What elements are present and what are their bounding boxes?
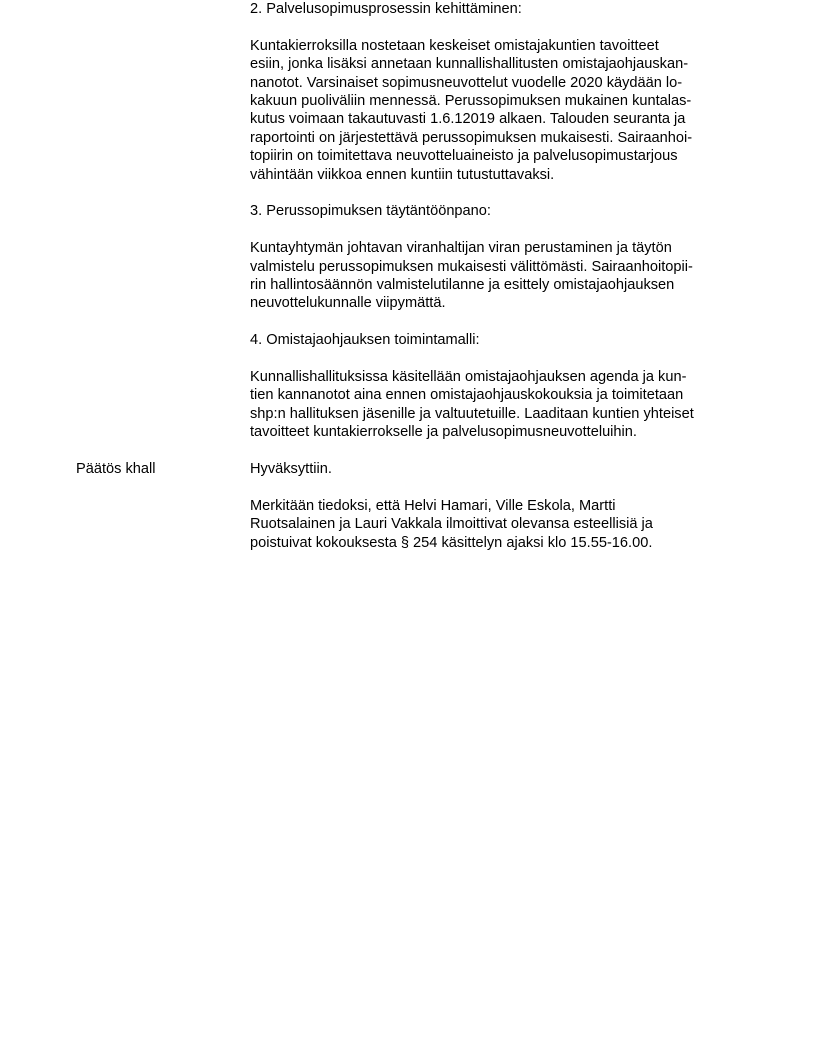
- section-heading-2: 2. Palvelusopimusprosessin kehittäminen:: [250, 1, 522, 17]
- text-line: Kuntakierroksilla nostetaan keskeiset omistajakuntien tavoitteet: [250, 37, 659, 54]
- text-line: valmistelu perussopimuksen mukaisesti välittömästi. Sairaanhoitopii-: [250, 258, 693, 275]
- text-line: Merkitään tiedoksi, että Helvi Hamari, Ville Eskola, Martti: [250, 497, 616, 514]
- text-line: Kunnallishallituksissa käsitellään omistajaohjauksen agenda ja kun-: [250, 369, 687, 386]
- text-line: Ruotsalainen ja Lauri Vakkala ilmoittivat olevansa esteellisiä ja: [250, 516, 653, 533]
- text-line: topiirin on toimitettava neuvotteluaineisto ja palvelusopimustarjous: [250, 148, 678, 165]
- text-line: kakuun puoliväliin mennessä. Perussopimuksen mukainen kuntalas-: [250, 93, 692, 110]
- section-paragraph-2: [250, 37, 750, 184]
- text-line: shp:n hallituksen jäsenille ja valtuutetuille. Laaditaan kuntien yhteiset: [250, 405, 694, 422]
- document-body: [250, 0, 750, 570]
- decision-label: Päätös khall: [76, 461, 156, 478]
- text-line: poistuivat kokouksesta § 254 käsittelyn ajaksi klo 15.55-16.00.: [250, 534, 653, 551]
- section-heading-4: 4. Omistajaohjauksen toimintamalli:: [250, 332, 480, 349]
- text-line: raportointi on järjestettävä perussopimuksen mukaisesti. Sairaanhoi-: [250, 129, 693, 146]
- decision-note: [250, 497, 750, 552]
- text-line: tien kannanotot aina ennen omistajaohjauskokouksia ja toimitetaan: [250, 387, 684, 404]
- text-line: esiin, jonka lisäksi annetaan kunnallishallitusten omistajaohjauskan-: [250, 56, 689, 73]
- decision-text: Hyväksyttiin.: [250, 461, 332, 478]
- text-line: neuvottelukunnalle viipymättä.: [250, 295, 446, 312]
- text-line: nanotot. Varsinaiset sopimusneuvottelut vuodelle 2020 käydään lo-: [250, 74, 683, 91]
- text-line: vähintään viikkoa ennen kuntiin tutustuttavaksi.: [250, 166, 555, 183]
- text-line: kutus voimaan takautuvasti 1.6.12019 alkaen. Talouden seuranta ja: [250, 111, 686, 128]
- section-paragraph-3: [250, 239, 750, 313]
- text-line: tavoitteet kuntakierrokselle ja palvelusopimusneuvotteluihin.: [250, 424, 637, 441]
- section-heading-3: 3. Perussopimuksen täytäntöönpano:: [250, 203, 491, 220]
- text-line: Kuntayhtymän johtavan viranhaltijan viran perustaminen ja täytön: [250, 240, 672, 257]
- text-line: rin hallintosäännön valmistelutilanne ja esittely omistajaohjauksen: [250, 277, 675, 294]
- section-paragraph-4: [250, 368, 750, 442]
